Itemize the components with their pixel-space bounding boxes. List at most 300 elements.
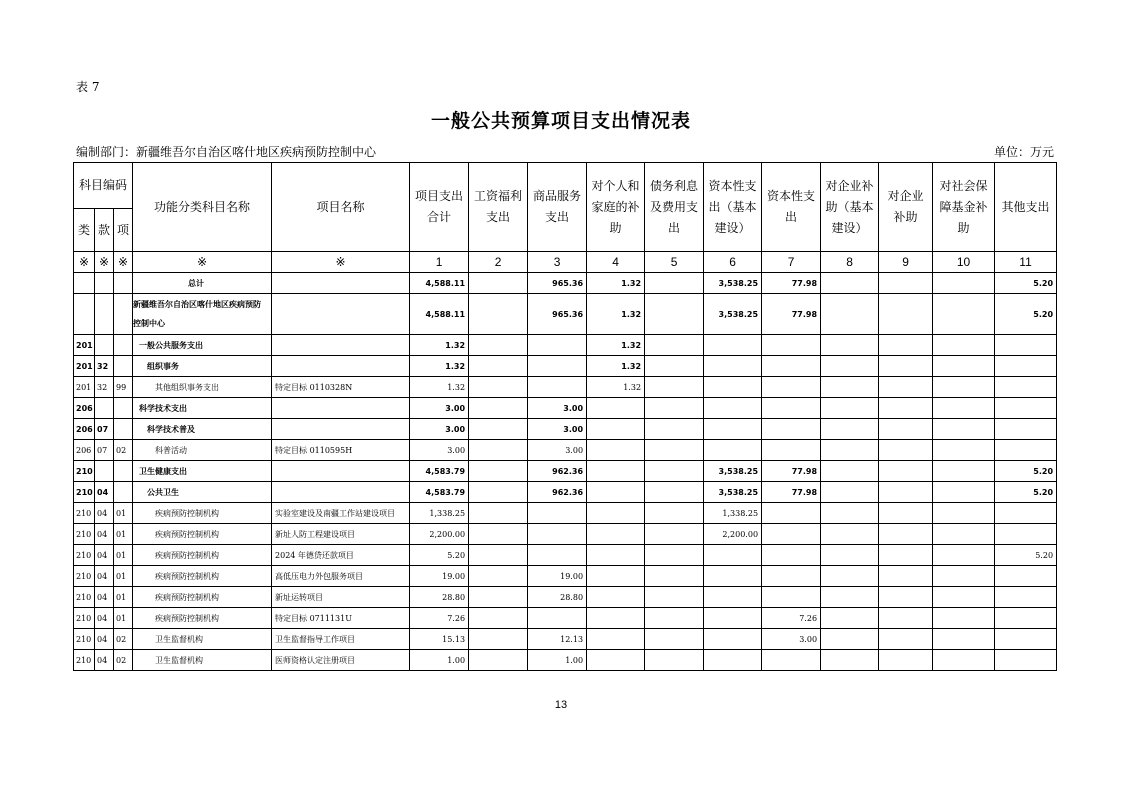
kuan-cell: 04 [95,503,114,524]
unit-label: 单位：万元 [993,145,1054,159]
kuan-cell: 04 [95,608,114,629]
c3-cell [528,545,587,566]
table-row [74,482,1057,503]
table-row [74,566,1057,587]
kuan-cell: 04 [95,545,114,566]
lei-cell: 210 [74,566,95,587]
c1-cell: 15.13 [410,629,469,650]
c4-cell [587,545,645,566]
xiang-cell [114,335,133,356]
c8-cell [821,273,879,294]
c8-cell [821,524,879,545]
c7-cell [762,398,821,419]
c2-cell [469,356,528,377]
header-project-name: 项目名称 [272,163,410,252]
c3-cell: 962.36 [528,482,587,503]
header-c9: 对企业补助 [879,163,933,252]
kuan-cell: 04 [95,482,114,503]
kuan-cell [95,335,114,356]
c1-cell: 7.26 [410,608,469,629]
compiling-department: 编制部门：新疆维吾尔自治区喀什地区疾病预防控制中心 [76,145,377,159]
xiang-cell [114,461,133,482]
xiang-cell [114,398,133,419]
index-cell: 3 [528,252,587,273]
lei-cell: 206 [74,419,95,440]
c6-cell: 2,200.00 [704,524,762,545]
index-cell: ※ [133,252,272,273]
c11-cell [995,503,1057,524]
c9-cell [879,294,933,335]
c11-cell [995,587,1057,608]
index-cell: 6 [704,252,762,273]
func-name-cell: 疾病预防控制机构 [133,587,272,608]
c8-cell [821,503,879,524]
c8-cell [821,650,879,671]
c5-cell [645,377,704,398]
c11-cell [995,377,1057,398]
kuan-cell: 07 [95,419,114,440]
c3-cell: 12.13 [528,629,587,650]
c9-cell [879,524,933,545]
c8-cell [821,440,879,461]
c4-cell: 1.32 [587,356,645,377]
c11-cell [995,629,1057,650]
index-cell: 1 [410,252,469,273]
c3-cell [528,335,587,356]
header-c6: 资本性支出（基本建设） [704,163,762,252]
xiang-cell [114,273,133,294]
index-cell: ※ [114,252,133,273]
c10-cell [933,608,995,629]
table-row [74,650,1057,671]
table-row [74,440,1057,461]
c8-cell [821,294,879,335]
c10-cell [933,335,995,356]
c3-cell: 19.00 [528,566,587,587]
c7-cell [762,524,821,545]
xiang-cell [114,294,133,335]
kuan-cell [95,461,114,482]
header-kuan: 款 [95,209,114,252]
xiang-cell: 02 [114,629,133,650]
header-xiang: 项 [114,209,133,252]
project-name-cell: 新址人防工程建设项目 [272,524,410,545]
lei-cell [74,273,95,294]
c7-cell [762,419,821,440]
header-c10: 对社会保障基金补助 [933,163,995,252]
table-row [74,461,1057,482]
kuan-cell: 32 [95,377,114,398]
c4-cell: 1.32 [587,294,645,335]
project-name-cell [272,294,410,335]
c7-cell: 7.26 [762,608,821,629]
table-row [74,503,1057,524]
func-name-cell: 疾病预防控制机构 [133,503,272,524]
table-row [74,377,1057,398]
c2-cell [469,398,528,419]
c11-cell: 5.20 [995,545,1057,566]
table-number: 表 7 [76,80,100,94]
kuan-cell: 32 [95,356,114,377]
c10-cell [933,273,995,294]
c9-cell [879,650,933,671]
c2-cell [469,608,528,629]
c3-cell: 28.80 [528,587,587,608]
c4-cell [587,524,645,545]
func-name-cell: 科学技术支出 [133,398,272,419]
lei-cell: 210 [74,629,95,650]
c11-cell [995,566,1057,587]
c6-cell: 3,538.25 [704,294,762,335]
func-name-cell: 卫生监督机构 [133,650,272,671]
c4-cell [587,650,645,671]
c11-cell: 5.20 [995,273,1057,294]
c6-cell: 3,538.25 [704,273,762,294]
lei-cell: 210 [74,503,95,524]
c2-cell [469,461,528,482]
lei-cell: 201 [74,335,95,356]
c1-cell: 2,200.00 [410,524,469,545]
lei-cell: 210 [74,587,95,608]
c3-cell [528,524,587,545]
c8-cell [821,377,879,398]
c2-cell [469,440,528,461]
project-name-cell [272,482,410,503]
c1-cell: 4,583.79 [410,461,469,482]
func-name-cell: 新疆维吾尔自治区喀什地区疾病预防控制中心 [133,294,272,335]
c8-cell [821,419,879,440]
lei-cell: 210 [74,461,95,482]
table-row [74,587,1057,608]
c5-cell [645,545,704,566]
c8-cell [821,566,879,587]
c11-cell [995,335,1057,356]
lei-cell: 210 [74,482,95,503]
index-cell: 11 [995,252,1057,273]
c5-cell [645,650,704,671]
lei-cell: 210 [74,524,95,545]
c2-cell [469,587,528,608]
c7-cell: 77.98 [762,294,821,335]
lei-cell: 201 [74,377,95,398]
c4-cell [587,587,645,608]
c1-cell: 1.32 [410,335,469,356]
c9-cell [879,419,933,440]
c7-cell: 77.98 [762,482,821,503]
xiang-cell: 01 [114,524,133,545]
c1-cell: 4,588.11 [410,273,469,294]
kuan-cell [95,294,114,335]
table-row [74,335,1057,356]
c2-cell [469,566,528,587]
xiang-cell [114,419,133,440]
func-name-cell: 疾病预防控制机构 [133,524,272,545]
c9-cell [879,545,933,566]
page-title: 一般公共预算项目支出情况表 [430,110,691,132]
c5-cell [645,335,704,356]
c3-cell: 1.00 [528,650,587,671]
header-func-name: 功能分类科目名称 [133,163,272,252]
c3-cell [528,503,587,524]
c4-cell [587,503,645,524]
index-cell: 5 [645,252,704,273]
c4-cell [587,461,645,482]
xiang-cell: 02 [114,440,133,461]
kuan-cell: 04 [95,524,114,545]
c8-cell [821,482,879,503]
c1-cell: 19.00 [410,566,469,587]
lei-cell: 210 [74,545,95,566]
header-c4: 对个人和家庭的补助 [587,163,645,252]
c10-cell [933,524,995,545]
c7-cell [762,566,821,587]
lei-cell: 210 [74,650,95,671]
c6-cell [704,629,762,650]
c1-cell: 3.00 [410,398,469,419]
c4-cell [587,566,645,587]
c4-cell: 1.32 [587,377,645,398]
func-name-cell: 疾病预防控制机构 [133,608,272,629]
project-name-cell: 实验室建设及南疆工作站建设项目 [272,503,410,524]
project-name-cell: 医师资格认定注册项目 [272,650,410,671]
c9-cell [879,566,933,587]
xiang-cell: 01 [114,545,133,566]
c2-cell [469,419,528,440]
index-cell: 8 [821,252,879,273]
c5-cell [645,273,704,294]
table-row [74,273,1057,294]
c9-cell [879,461,933,482]
c7-cell [762,440,821,461]
c9-cell [879,629,933,650]
c7-cell [762,650,821,671]
header-c5: 债务利息及费用支出 [645,163,704,252]
c10-cell [933,356,995,377]
table-row [74,629,1057,650]
c9-cell [879,335,933,356]
c5-cell [645,356,704,377]
c9-cell [879,440,933,461]
kuan-cell: 04 [95,650,114,671]
project-name-cell: 特定目标 0110595H [272,440,410,461]
c8-cell [821,608,879,629]
xiang-cell: 01 [114,587,133,608]
c1-cell: 4,588.11 [410,294,469,335]
c2-cell [469,629,528,650]
c10-cell [933,377,995,398]
c5-cell [645,440,704,461]
c11-cell [995,398,1057,419]
c4-cell [587,398,645,419]
c8-cell [821,461,879,482]
func-name-cell: 科普活动 [133,440,272,461]
project-name-cell [272,273,410,294]
c6-cell [704,377,762,398]
c6-cell: 3,538.25 [704,461,762,482]
c10-cell [933,629,995,650]
c5-cell [645,566,704,587]
table-row [74,608,1057,629]
c1-cell: 28.80 [410,587,469,608]
func-name-cell: 总计 [133,273,272,294]
c2-cell [469,524,528,545]
c7-cell [762,377,821,398]
c3-cell: 3.00 [528,398,587,419]
c11-cell [995,650,1057,671]
lei-cell: 201 [74,356,95,377]
project-name-cell: 高低压电力外包服务项目 [272,566,410,587]
header-c1: 项目支出合计 [410,163,469,252]
c3-cell [528,608,587,629]
c4-cell: 1.32 [587,273,645,294]
kuan-cell: 04 [95,587,114,608]
table-row [74,398,1057,419]
c8-cell [821,398,879,419]
c11-cell [995,608,1057,629]
table-row [74,545,1057,566]
c10-cell [933,419,995,440]
c5-cell [645,608,704,629]
c8-cell [821,587,879,608]
c9-cell [879,377,933,398]
kuan-cell: 04 [95,566,114,587]
xiang-cell: 01 [114,566,133,587]
kuan-cell [95,273,114,294]
c10-cell [933,398,995,419]
c3-cell [528,377,587,398]
project-name-cell: 特定目标 0711131U [272,608,410,629]
project-name-cell: 特定目标 0110328N [272,377,410,398]
c7-cell: 3.00 [762,629,821,650]
c6-cell: 3,538.25 [704,482,762,503]
c7-cell [762,335,821,356]
c8-cell [821,629,879,650]
kuan-cell: 07 [95,440,114,461]
c6-cell [704,587,762,608]
table-row [74,419,1057,440]
c1-cell: 3.00 [410,440,469,461]
c10-cell [933,461,995,482]
c5-cell [645,482,704,503]
c3-cell: 3.00 [528,440,587,461]
table-row [74,524,1057,545]
xiang-cell: 01 [114,503,133,524]
c9-cell [879,482,933,503]
c2-cell [469,273,528,294]
project-name-cell: 卫生监督指导工作项目 [272,629,410,650]
header-c7: 资本性支出 [762,163,821,252]
c11-cell: 5.20 [995,461,1057,482]
func-name-cell: 其他组织事务支出 [133,377,272,398]
c5-cell [645,503,704,524]
c2-cell [469,503,528,524]
index-cell: 7 [762,252,821,273]
c6-cell [704,356,762,377]
c1-cell: 4,583.79 [410,482,469,503]
c6-cell [704,398,762,419]
kuan-cell [95,398,114,419]
header-c11: 其他支出 [995,163,1057,252]
func-name-cell: 科学技术普及 [133,419,272,440]
index-cell: 9 [879,252,933,273]
header-lei: 类 [74,209,95,252]
func-name-cell: 疾病预防控制机构 [133,566,272,587]
c6-cell [704,545,762,566]
c9-cell [879,398,933,419]
lei-cell: 206 [74,440,95,461]
c10-cell [933,587,995,608]
c4-cell: 1.32 [587,335,645,356]
table-row [74,356,1057,377]
c10-cell [933,503,995,524]
c10-cell [933,294,995,335]
table-row [74,294,1057,335]
c6-cell [704,335,762,356]
lei-cell: 206 [74,398,95,419]
c4-cell [587,482,645,503]
c7-cell [762,356,821,377]
c8-cell [821,356,879,377]
project-name-cell [272,398,410,419]
expenditure-table [73,162,1057,671]
c1-cell: 1,338.25 [410,503,469,524]
index-cell: 10 [933,252,995,273]
c9-cell [879,608,933,629]
c5-cell [645,294,704,335]
c10-cell [933,650,995,671]
c7-cell: 77.98 [762,273,821,294]
c9-cell [879,356,933,377]
lei-cell [74,294,95,335]
c4-cell [587,419,645,440]
c5-cell [645,461,704,482]
c7-cell: 77.98 [762,461,821,482]
index-cell: 2 [469,252,528,273]
c6-cell [704,440,762,461]
xiang-cell [114,356,133,377]
project-name-cell: 2024 年德贷还款项目 [272,545,410,566]
header-c3: 商品服务支出 [528,163,587,252]
xiang-cell: 01 [114,608,133,629]
c11-cell: 5.20 [995,482,1057,503]
c7-cell [762,545,821,566]
c2-cell [469,650,528,671]
project-name-cell [272,356,410,377]
c2-cell [469,335,528,356]
c10-cell [933,545,995,566]
c7-cell [762,587,821,608]
index-cell: ※ [74,252,95,273]
header-c8: 对企业补助（基本建设） [821,163,879,252]
xiang-cell: 02 [114,650,133,671]
index-cell: ※ [95,252,114,273]
lei-cell: 210 [74,608,95,629]
c6-cell [704,650,762,671]
kuan-cell: 04 [95,629,114,650]
c1-cell: 1.32 [410,377,469,398]
c11-cell: 5.20 [995,294,1057,335]
c10-cell [933,482,995,503]
c3-cell: 962.36 [528,461,587,482]
index-cell: 4 [587,252,645,273]
c5-cell [645,419,704,440]
c6-cell [704,566,762,587]
c2-cell [469,377,528,398]
c4-cell [587,440,645,461]
func-name-cell: 组织事务 [133,356,272,377]
c5-cell [645,524,704,545]
header-c2: 工资福利支出 [469,163,528,252]
